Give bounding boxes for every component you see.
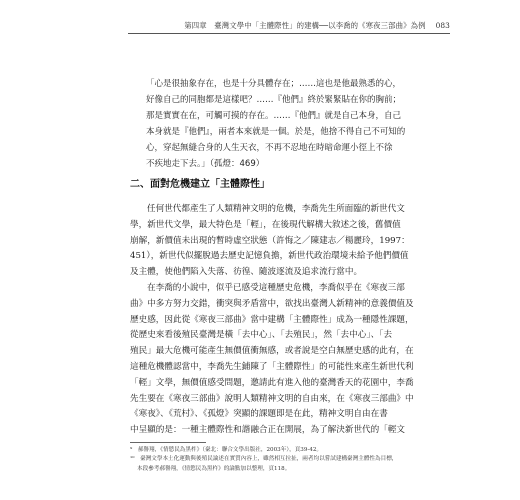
chapter-title: 第四章 臺灣文學中「主體際性」的建構──以李喬的《寒夜三部曲》為例	[184, 21, 426, 30]
body-line: 《寒夜》、《荒村》、《孤燈》突顯的課題即是在此，精神文明自由在書	[130, 409, 388, 420]
header-rule	[128, 33, 450, 34]
footnote: ¹⁰ 臺灣文學本土化運動與後殖民論述在實質內容上，雖然相互拉扯，兩者均以嘗試建構臺灣主體性為目標，	[130, 456, 398, 463]
quote-line: 本身就是『他們』，兩者本來就是一個。於是，他捨不得自己不可知的	[146, 126, 406, 137]
body-line: 及主體，使他們陷入失落、彷徨、隨波逐流及追求流行當中。	[130, 267, 363, 278]
footnote: ⁹ 郝譽翔，《情慾民為黑杵》（臺北：聯合文學出版社，2003年），頁39-42。	[130, 447, 323, 453]
body-line: 學，新世代文學，最大特色是「輕」，在後現代解構大敘述之後，舊價值	[130, 219, 401, 230]
body-line: 在李喬的小說中，似乎已感受這種歷史危機，李喬似乎在《寒夜三部	[147, 282, 405, 293]
body-line: 殖民」最大危機可能產生無價值衝無感，或者說是空白無歷史感的此有，在	[130, 346, 414, 357]
running-header	[128, 20, 450, 31]
page-number: 083	[435, 21, 450, 30]
body-line: 「輕」文學，無價值感受問題，邀請此有進入他的臺灣香天的花園中，李喬	[130, 377, 414, 388]
section-heading: 二、面對危機建立「主體際性」	[130, 179, 270, 190]
body-line: 先生要在《寒夜三部曲》說明人類精神文明的自由來，在《寒夜三部曲》中	[130, 393, 414, 404]
footnote-continuation: 本段參考郝譽翔，《情慾民為黑杵》的論點加以整理，頁118。	[137, 465, 291, 472]
footnotes	[130, 446, 448, 474]
quote-line: 「心是很抽象存在，也是十分具體存在；……這也是他最熟悉的心，	[146, 79, 402, 89]
body-line: 歷史感，因此從《寒夜三部曲》當中建構「主體際性」成為一種隱性課題，	[130, 314, 414, 325]
body-line: 任何世代都產生了人類精神文明的危機，李喬先生所面臨的新世代文	[147, 204, 405, 214]
quote-line: 心，穿起無縫合身的人生天衣，不再不忍地在時暗命運小徑上不徐	[146, 142, 393, 153]
body-text	[130, 202, 448, 439]
footnote-rule	[130, 442, 206, 443]
quote-line: 不疾地走下去。」（孤燈：469）	[146, 158, 265, 169]
body-line: 451），新世代似擺脫過去歷史記憶負擔，新世代政治環境未給予他們價值	[130, 251, 409, 262]
body-line: 這種危機體認當中，李喬先生鋪陳了「主體際性」的可能性來產生新世代利	[130, 361, 414, 372]
block-quote	[146, 77, 446, 172]
body-line: 崩解，新價值未出現的暫時虛空狀態（許悔之／陳建志／楊麗玲，1997：	[130, 235, 410, 246]
quote-line: 那是實實在在，可觸可摸的存在。……『他們』就是自己本身，自己	[146, 110, 402, 121]
body-line: 從歷史來看後殖民臺灣是橫「去中心」、「去殖民」，然「去中心」、「去	[130, 330, 393, 341]
body-line: 中呈顯的是：一種主體際性和諧融合正在開展，為了解決新世代的「輕文	[130, 425, 406, 436]
quote-line: 好像自己的同胞都是這樣吧？……『他們』終於緊緊貼在你的胸前；	[146, 94, 402, 105]
body-line: 曲》中多方努力交錯，衝突與矛盾當中，欲找出臺灣人新精神的意義價值及	[130, 298, 414, 309]
